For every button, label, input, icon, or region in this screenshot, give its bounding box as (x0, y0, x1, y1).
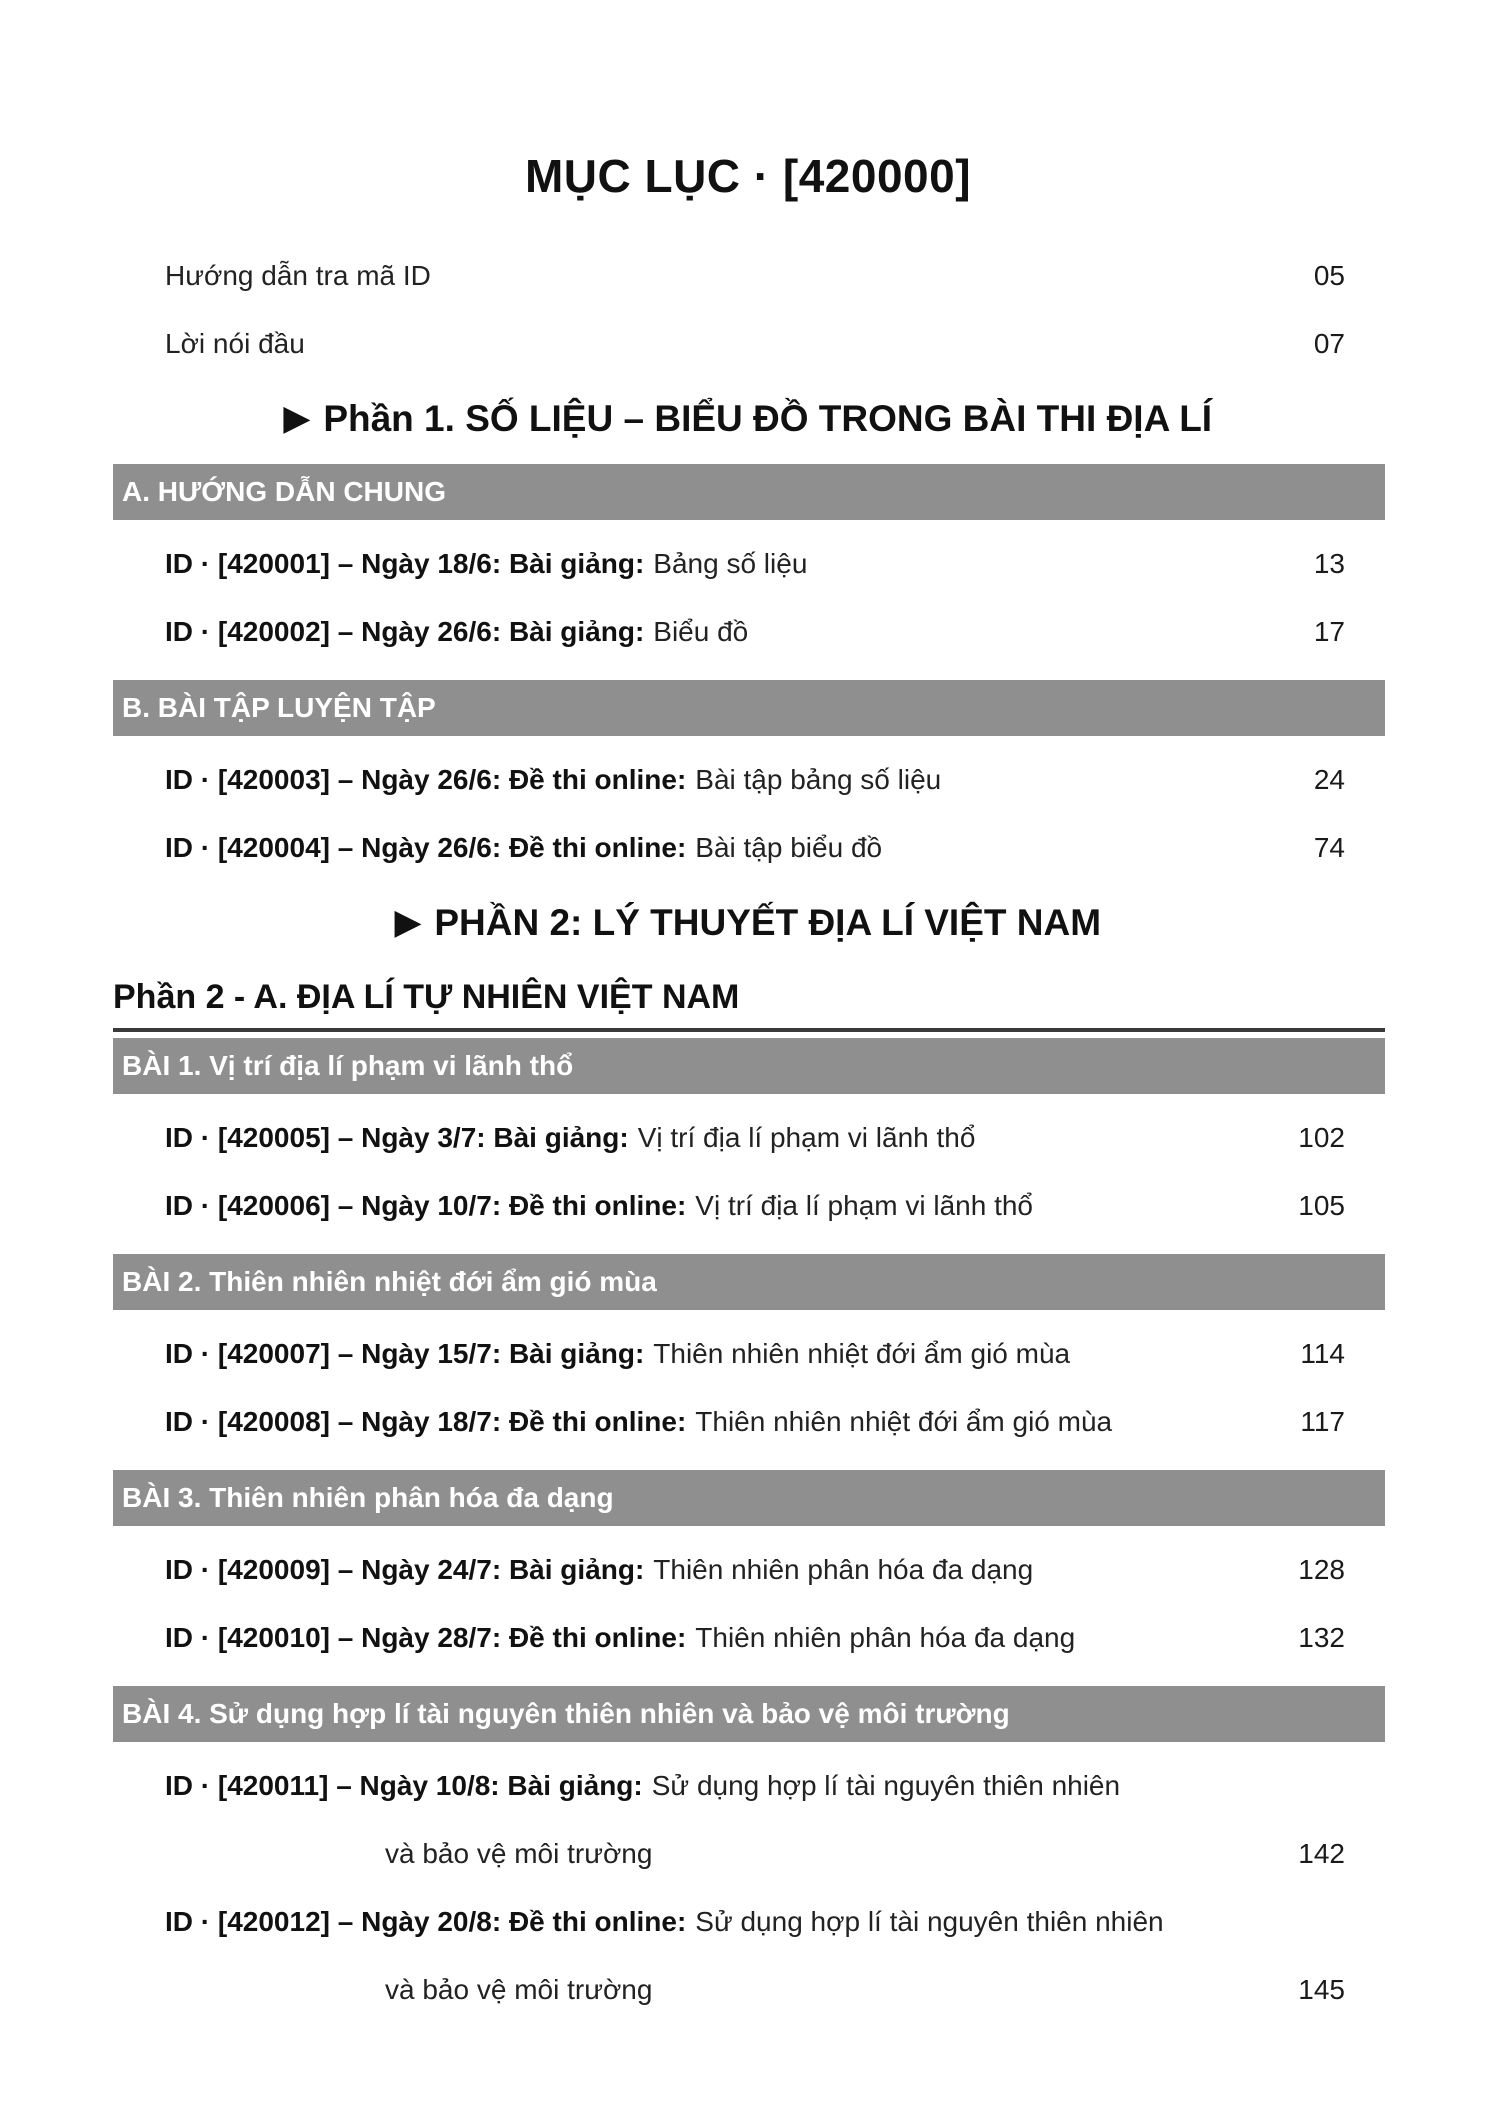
entry-title: Biểu đồ (653, 616, 749, 647)
entry-id-label: ID · [420012] – Ngày 20/8: Đề thi online: (165, 1906, 687, 1937)
entry-id-label: ID · [420008] – Ngày 18/7: Đề thi online: (165, 1406, 687, 1437)
entry-list (165, 760, 1345, 868)
entry-id-label: ID · [420010] – Ngày 28/7: Đề thi online: (165, 1622, 687, 1653)
section-bar (113, 1038, 1385, 1094)
page-number: 145 (1298, 1974, 1345, 2005)
entry-id-label: ID · [420006] – Ngày 10/7: Đề thi online: (165, 1190, 687, 1221)
triangle-marker-icon: ▶ (283, 399, 310, 436)
section-bar-label: BÀI 2. Thiên nhiên nhiệt đới ẩm gió mùa (122, 1266, 657, 1297)
section-bar-label: BÀI 4. Sử dụng hợp lí tài nguyên thiên nhiên và bảo vệ môi trường (122, 1698, 1010, 1729)
toc-entry (165, 1118, 1345, 1158)
part-heading-text: PHẦN 2: LÝ THUYẾT ĐỊA LÍ VIỆT NAM (434, 902, 1102, 943)
section-bar (113, 1254, 1385, 1310)
toc-entry (165, 1766, 1345, 1806)
page-number: 128 (1298, 1554, 1345, 1585)
page-number: 13 (1313, 548, 1345, 579)
toc-entry (165, 828, 1345, 868)
toc-entry (165, 544, 1345, 584)
toc-entry (165, 612, 1345, 652)
part-heading-text: Phần 1. SỐ LIỆU – BIỂU ĐỒ TRONG BÀI THI ĐỊA LÍ (323, 398, 1213, 439)
toc-entry (165, 1334, 1345, 1374)
toc-entry-continuation (165, 1834, 1345, 1874)
toc-entry (165, 1902, 1345, 1942)
page-number: 102 (1298, 1122, 1345, 1153)
entry-title: Thiên nhiên phân hóa đa dạng (695, 1622, 1076, 1653)
section-bar (113, 464, 1385, 520)
entry-id-label: ID · [420004] – Ngày 26/6: Đề thi online: (165, 832, 687, 863)
part-subheading: Phần 2 - A. ĐỊA LÍ TỰ NHIÊN VIỆT NAM (113, 978, 740, 1016)
page-number: 105 (1298, 1190, 1345, 1221)
entry-title: Bảng số liệu (653, 548, 808, 579)
page-number: 07 (1313, 328, 1345, 359)
toc-entry (165, 1186, 1345, 1226)
page-number: 17 (1313, 616, 1345, 647)
section-bar (113, 1470, 1385, 1526)
entry-title-continued: và bảo vệ môi trường (385, 1838, 653, 1869)
toc-entry (165, 1618, 1345, 1658)
entry-list (165, 1118, 1345, 1226)
entry-id-label: ID · [420002] – Ngày 26/6: Bài giảng: (165, 616, 645, 647)
front-matter-list (165, 256, 1345, 364)
entry-title: Sử dụng hợp lí tài nguyên thiên nhiên (651, 1770, 1121, 1801)
entry-id-label: ID · [420003] – Ngày 26/6: Đề thi online: (165, 764, 687, 795)
section-bar (113, 680, 1385, 736)
section-bar-label: BÀI 1. Vị trí địa lí phạm vi lãnh thổ (122, 1050, 574, 1081)
front-matter-row (165, 324, 1345, 364)
entry-list (165, 1766, 1345, 2010)
entry-title: Thiên nhiên phân hóa đa dạng (653, 1554, 1034, 1585)
toc-entry (165, 1402, 1345, 1442)
entry-title: Thiên nhiên nhiệt đới ẩm gió mùa (653, 1338, 1071, 1369)
page-number: 05 (1313, 260, 1345, 291)
entry-title-continued: và bảo vệ môi trường (385, 1974, 653, 2005)
page-number: 132 (1298, 1622, 1345, 1653)
page-title: MỤC LỤC · [420000] (524, 150, 972, 202)
front-matter-label: Hướng dẫn tra mã ID (165, 260, 431, 291)
toc-parts (0, 394, 1496, 2010)
part-heading (0, 898, 1496, 948)
front-matter-label: Lời nói đầu (165, 328, 305, 359)
page-number: 117 (1300, 1406, 1345, 1437)
entry-title: Vị trí địa lí phạm vi lãnh thổ (695, 1190, 1034, 1221)
toc-entry (165, 1550, 1345, 1590)
page-number: 74 (1313, 832, 1345, 863)
section-bar-label: A. HƯỚNG DẪN CHUNG (122, 476, 446, 507)
triangle-marker-icon: ▶ (394, 903, 421, 940)
entry-title: Bài tập biểu đồ (695, 832, 883, 863)
entry-title: Bài tập bảng số liệu (695, 764, 942, 795)
page-number: 114 (1300, 1338, 1345, 1369)
entry-list (165, 1550, 1345, 1658)
entry-title: Thiên nhiên nhiệt đới ẩm gió mùa (695, 1406, 1113, 1437)
toc-entry-continuation (165, 1970, 1345, 2010)
entry-id-label: ID · [420001] – Ngày 18/6: Bài giảng: (165, 548, 645, 579)
page-number: 142 (1298, 1838, 1345, 1869)
entry-list (165, 544, 1345, 652)
toc-entry (165, 760, 1345, 800)
section-bar-label: BÀI 3. Thiên nhiên phân hóa đa dạng (122, 1482, 614, 1513)
entry-title: Vị trí địa lí phạm vi lãnh thổ (637, 1122, 976, 1153)
entry-list (165, 1334, 1345, 1442)
entry-id-label: ID · [420007] – Ngày 15/7: Bài giảng: (165, 1338, 645, 1369)
entry-id-label: ID · [420005] – Ngày 3/7: Bài giảng: (165, 1122, 629, 1153)
entry-title: Sử dụng hợp lí tài nguyên thiên nhiên (695, 1906, 1164, 1937)
part-heading (0, 394, 1496, 444)
section-bar-label: B. BÀI TẬP LUYỆN TẬP (122, 692, 436, 723)
front-matter-row (165, 256, 1345, 296)
page-number: 24 (1313, 764, 1345, 795)
entry-id-label: ID · [420009] – Ngày 24/7: Bài giảng: (165, 1554, 645, 1585)
entry-id-label: ID · [420011] – Ngày 10/8: Bài giảng: (165, 1770, 643, 1801)
section-divider-rule (113, 1028, 1385, 1032)
section-bar (113, 1686, 1385, 1742)
